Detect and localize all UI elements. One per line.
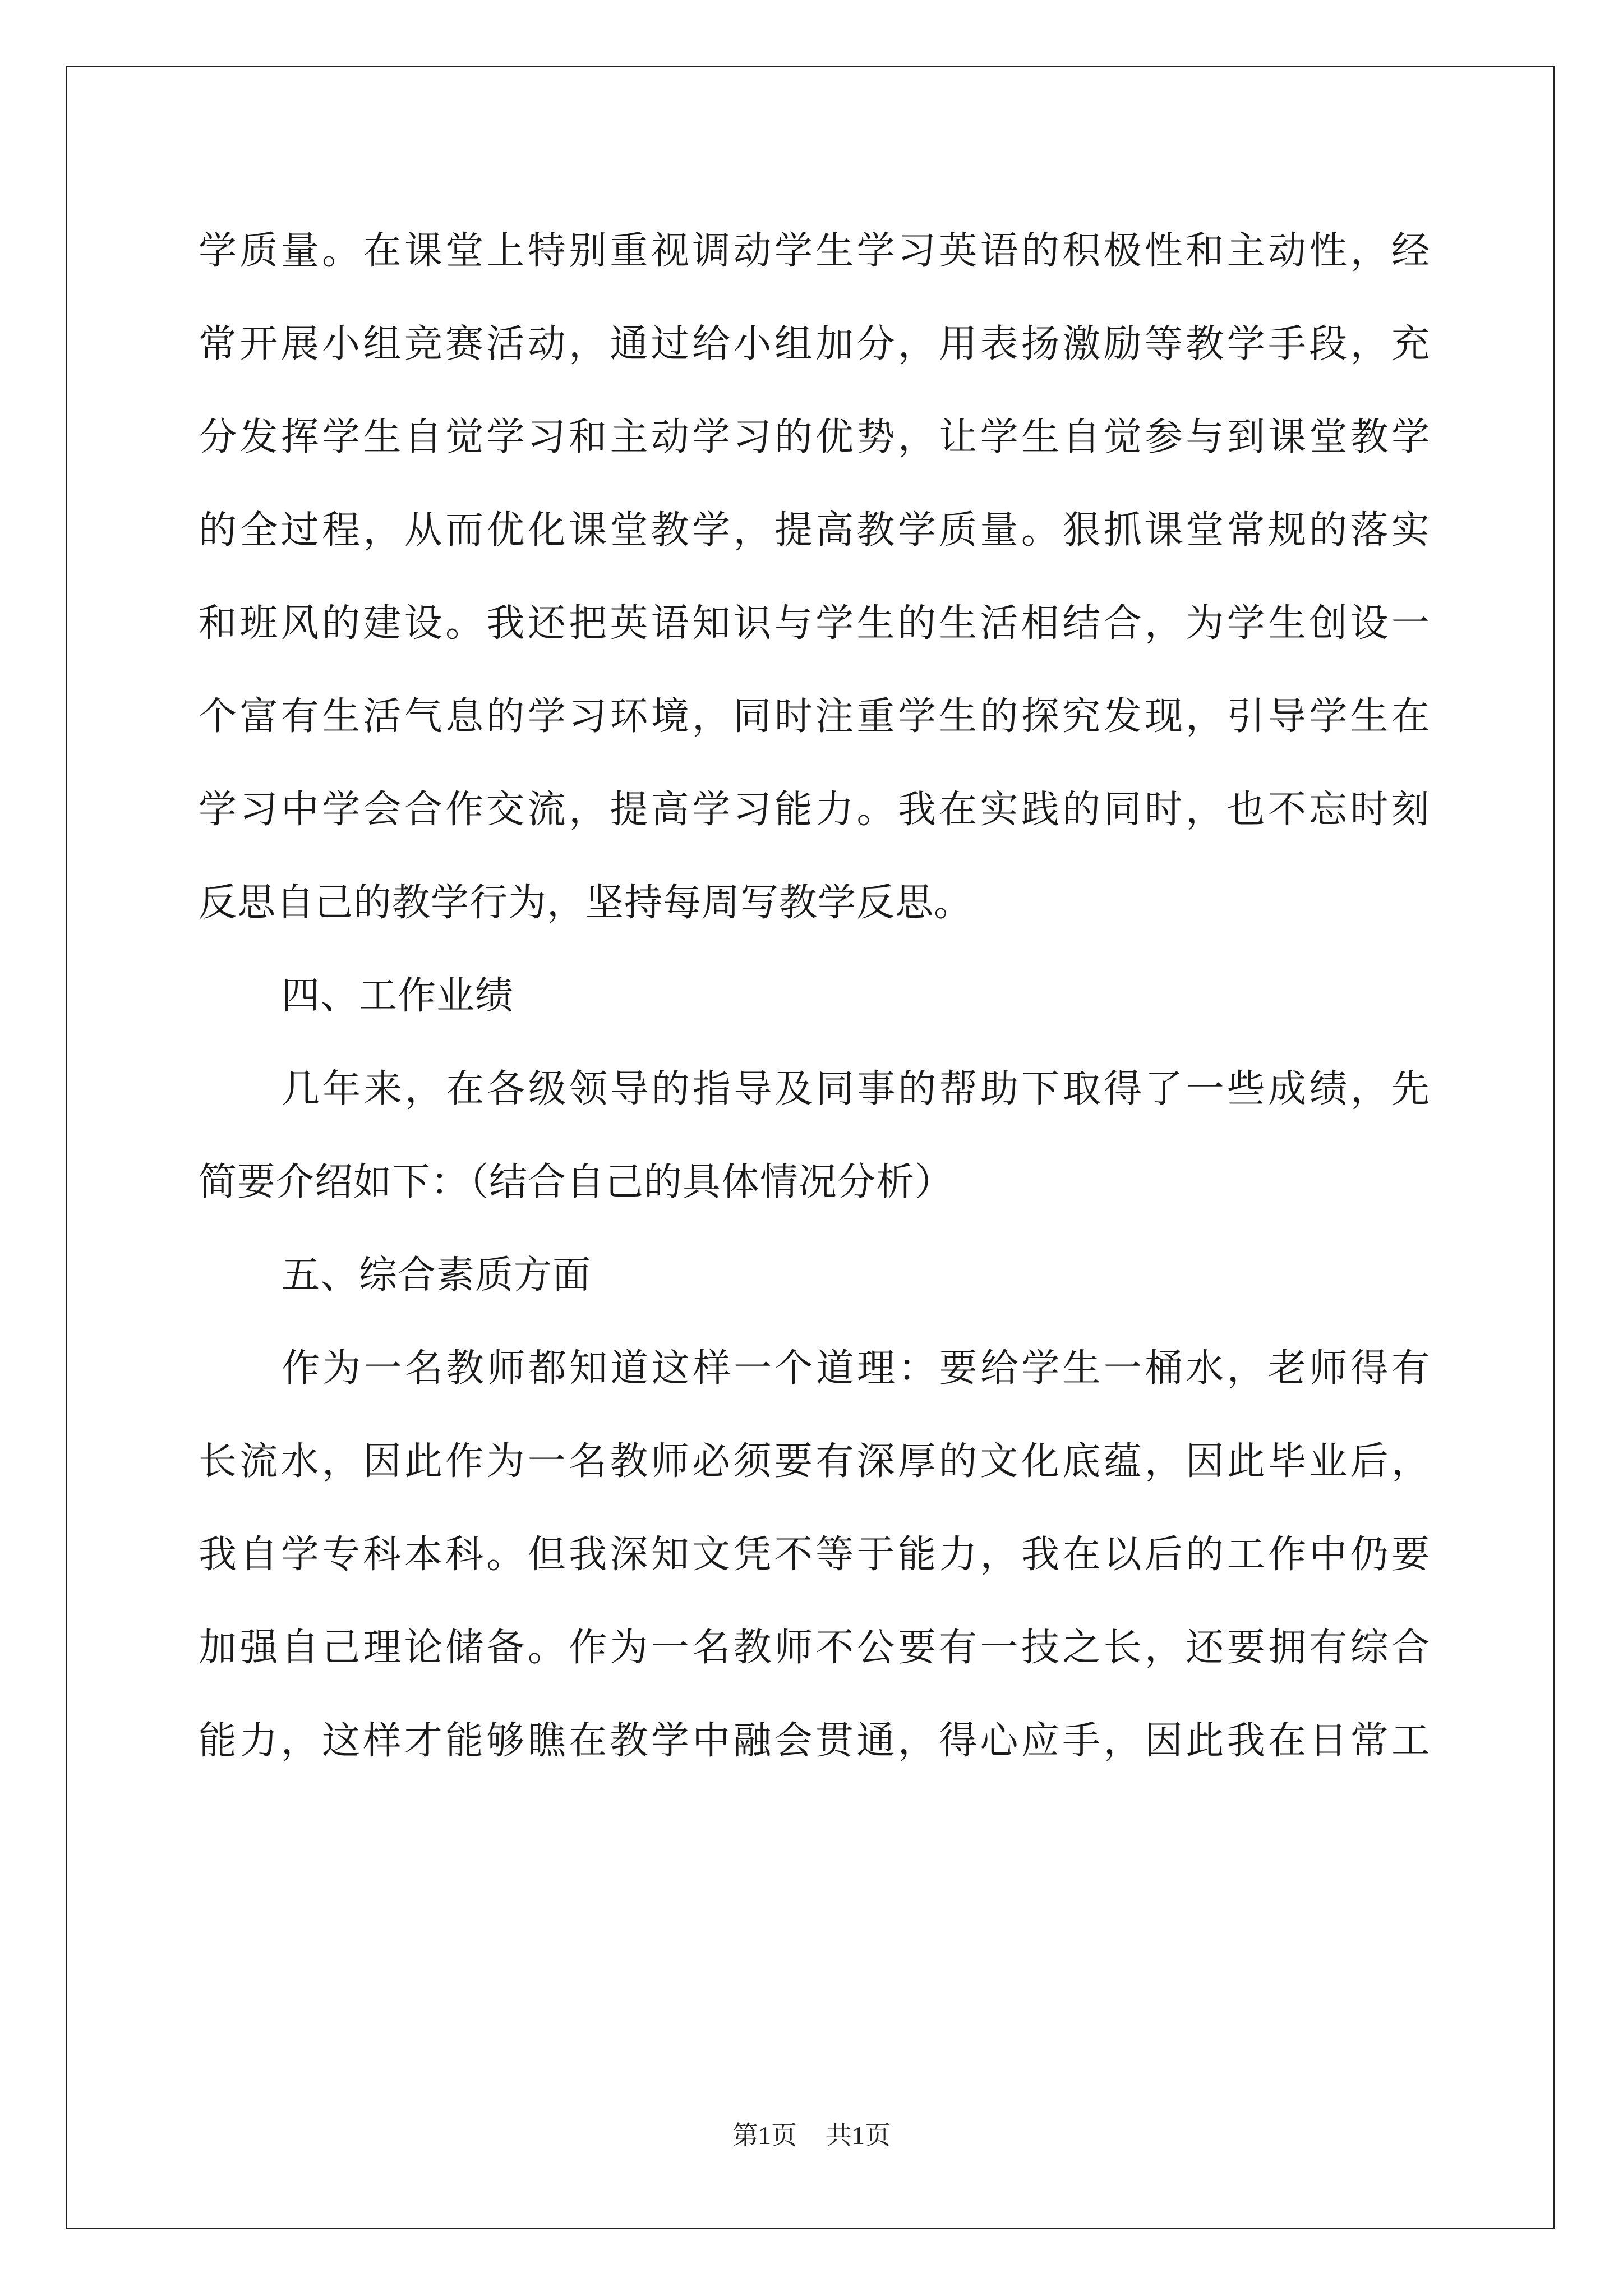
section-heading-work-performance: 四、工作业绩 — [282, 974, 514, 1018]
section-heading-overall-quality: 五、综合素质方面 — [282, 1253, 592, 1297]
body-line: 学习中学会合作交流，提高学习能力。我在实践的同时，也不忘时刻 — [199, 788, 1430, 832]
page-number: 第1页 — [732, 2121, 797, 2150]
page-total: 共1页 — [826, 2121, 891, 2150]
body-line: 个富有生活气息的学习环境，同时注重学生的探究发现，引导学生在 — [199, 694, 1430, 739]
body-line: 常开展小组竞赛活动，通过给小组加分，用表扬激励等教学手段，充 — [199, 322, 1430, 366]
body-line: 分发挥学生自觉学习和主动学习的优势，让学生自觉参与到课堂教学 — [199, 415, 1430, 459]
page-border — [66, 66, 1555, 2229]
body-line: 能力，这样才能够瞧在教学中融会贯通，得心应手，因此我在日常工 — [199, 1719, 1430, 1763]
body-line: 我自学专科本科。但我深知文凭不等于能力，我在以后的工作中仍要 — [199, 1533, 1430, 1577]
page-footer — [0, 2119, 1623, 2152]
body-line: 加强自己理论储备。作为一名教师不公要有一技之长，还要拥有综合 — [199, 1626, 1430, 1670]
body-line: 的全过程，从而优化课堂教学，提高教学质量。狠抓课堂常规的落实 — [199, 508, 1430, 553]
body-line: 几年来，在各级领导的指导及同事的帮助下取得了一些成绩，先 — [282, 1067, 1430, 1111]
body-line: 和班风的建设。我还把英语知识与学生的生活相结合，为学生创设一 — [199, 601, 1430, 646]
body-line: 作为一名教师都知道这样一个道理：要给学生一桶水，老师得有 — [282, 1346, 1430, 1391]
body-line: 反思自己的教学行为，坚持每周写教学反思。 — [199, 881, 973, 925]
body-line: 简要介绍如下：（结合自己的具体情况分析） — [199, 1160, 954, 1204]
body-line: 学质量。在课堂上特别重视调动学生学习英语的积极性和主动性，经 — [199, 229, 1430, 273]
body-line: 长流水，因此作为一名教师必须要有深厚的文化底蕴，因此毕业后， — [199, 1439, 1430, 1484]
